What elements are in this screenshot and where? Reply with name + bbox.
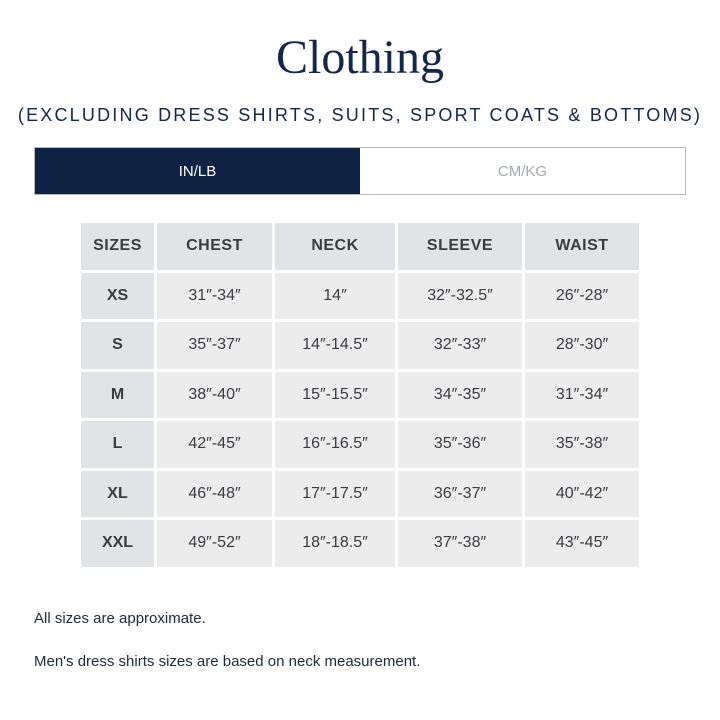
sleeve-cell: 32″-32.5″ [398,273,522,320]
chest-cell: 35″-37″ [157,322,272,369]
note-dress-shirts: Men's dress shirts sizes are based on neck measurement. [34,653,421,670]
sleeve-cell: 34″-35″ [398,372,522,419]
sleeve-cell: 37″-38″ [398,520,522,567]
table-row [81,421,639,468]
column-header-chest: CHEST [157,223,272,270]
page-title: Clothing [275,31,445,84]
neck-cell: 18″-18.5″ [275,520,395,567]
waist-cell: 26″-28″ [525,273,639,320]
waist-cell: 43″-45″ [525,520,639,567]
unit-toggle-cm-kg[interactable]: CM/KG [360,148,685,194]
note-approximate: All sizes are approximate. [34,610,206,627]
chest-cell: 42″-45″ [157,421,272,468]
page-subtitle: (EXCLUDING DRESS SHIRTS, SUITS, SPORT COATS & BOTTOMS) [17,105,703,125]
column-header-waist: WAIST [525,223,639,270]
chest-cell: 46″-48″ [157,471,272,518]
size-cell: XXL [81,520,154,567]
waist-cell: 28″-30″ [525,322,639,369]
sleeve-cell: 36″-37″ [398,471,522,518]
table-row [81,322,639,369]
table-header-row [81,223,639,270]
unit-toggle [34,147,686,195]
neck-cell: 14″ [275,273,395,320]
neck-cell: 15″-15.5″ [275,372,395,419]
neck-cell: 14″-14.5″ [275,322,395,369]
size-cell: L [81,421,154,468]
neck-cell: 16″-16.5″ [275,421,395,468]
unit-toggle-in-lb[interactable]: IN/LB [35,148,360,194]
sleeve-cell: 35″-36″ [398,421,522,468]
column-header-sizes: SIZES [81,223,154,270]
chest-cell: 31″-34″ [157,273,272,320]
table-row [81,273,639,320]
waist-cell: 40″-42″ [525,471,639,518]
table-row [81,372,639,419]
size-cell: XS [81,273,154,320]
size-cell: S [81,322,154,369]
waist-cell: 35″-38″ [525,421,639,468]
neck-cell: 17″-17.5″ [275,471,395,518]
size-cell: XL [81,471,154,518]
column-header-neck: NECK [275,223,395,270]
chest-cell: 38″-40″ [157,372,272,419]
size-chart-table [78,220,642,570]
table-row [81,520,639,567]
column-header-sleeve: SLEEVE [398,223,522,270]
waist-cell: 31″-34″ [525,372,639,419]
chest-cell: 49″-52″ [157,520,272,567]
sleeve-cell: 32″-33″ [398,322,522,369]
table-row [81,471,639,518]
size-cell: M [81,372,154,419]
